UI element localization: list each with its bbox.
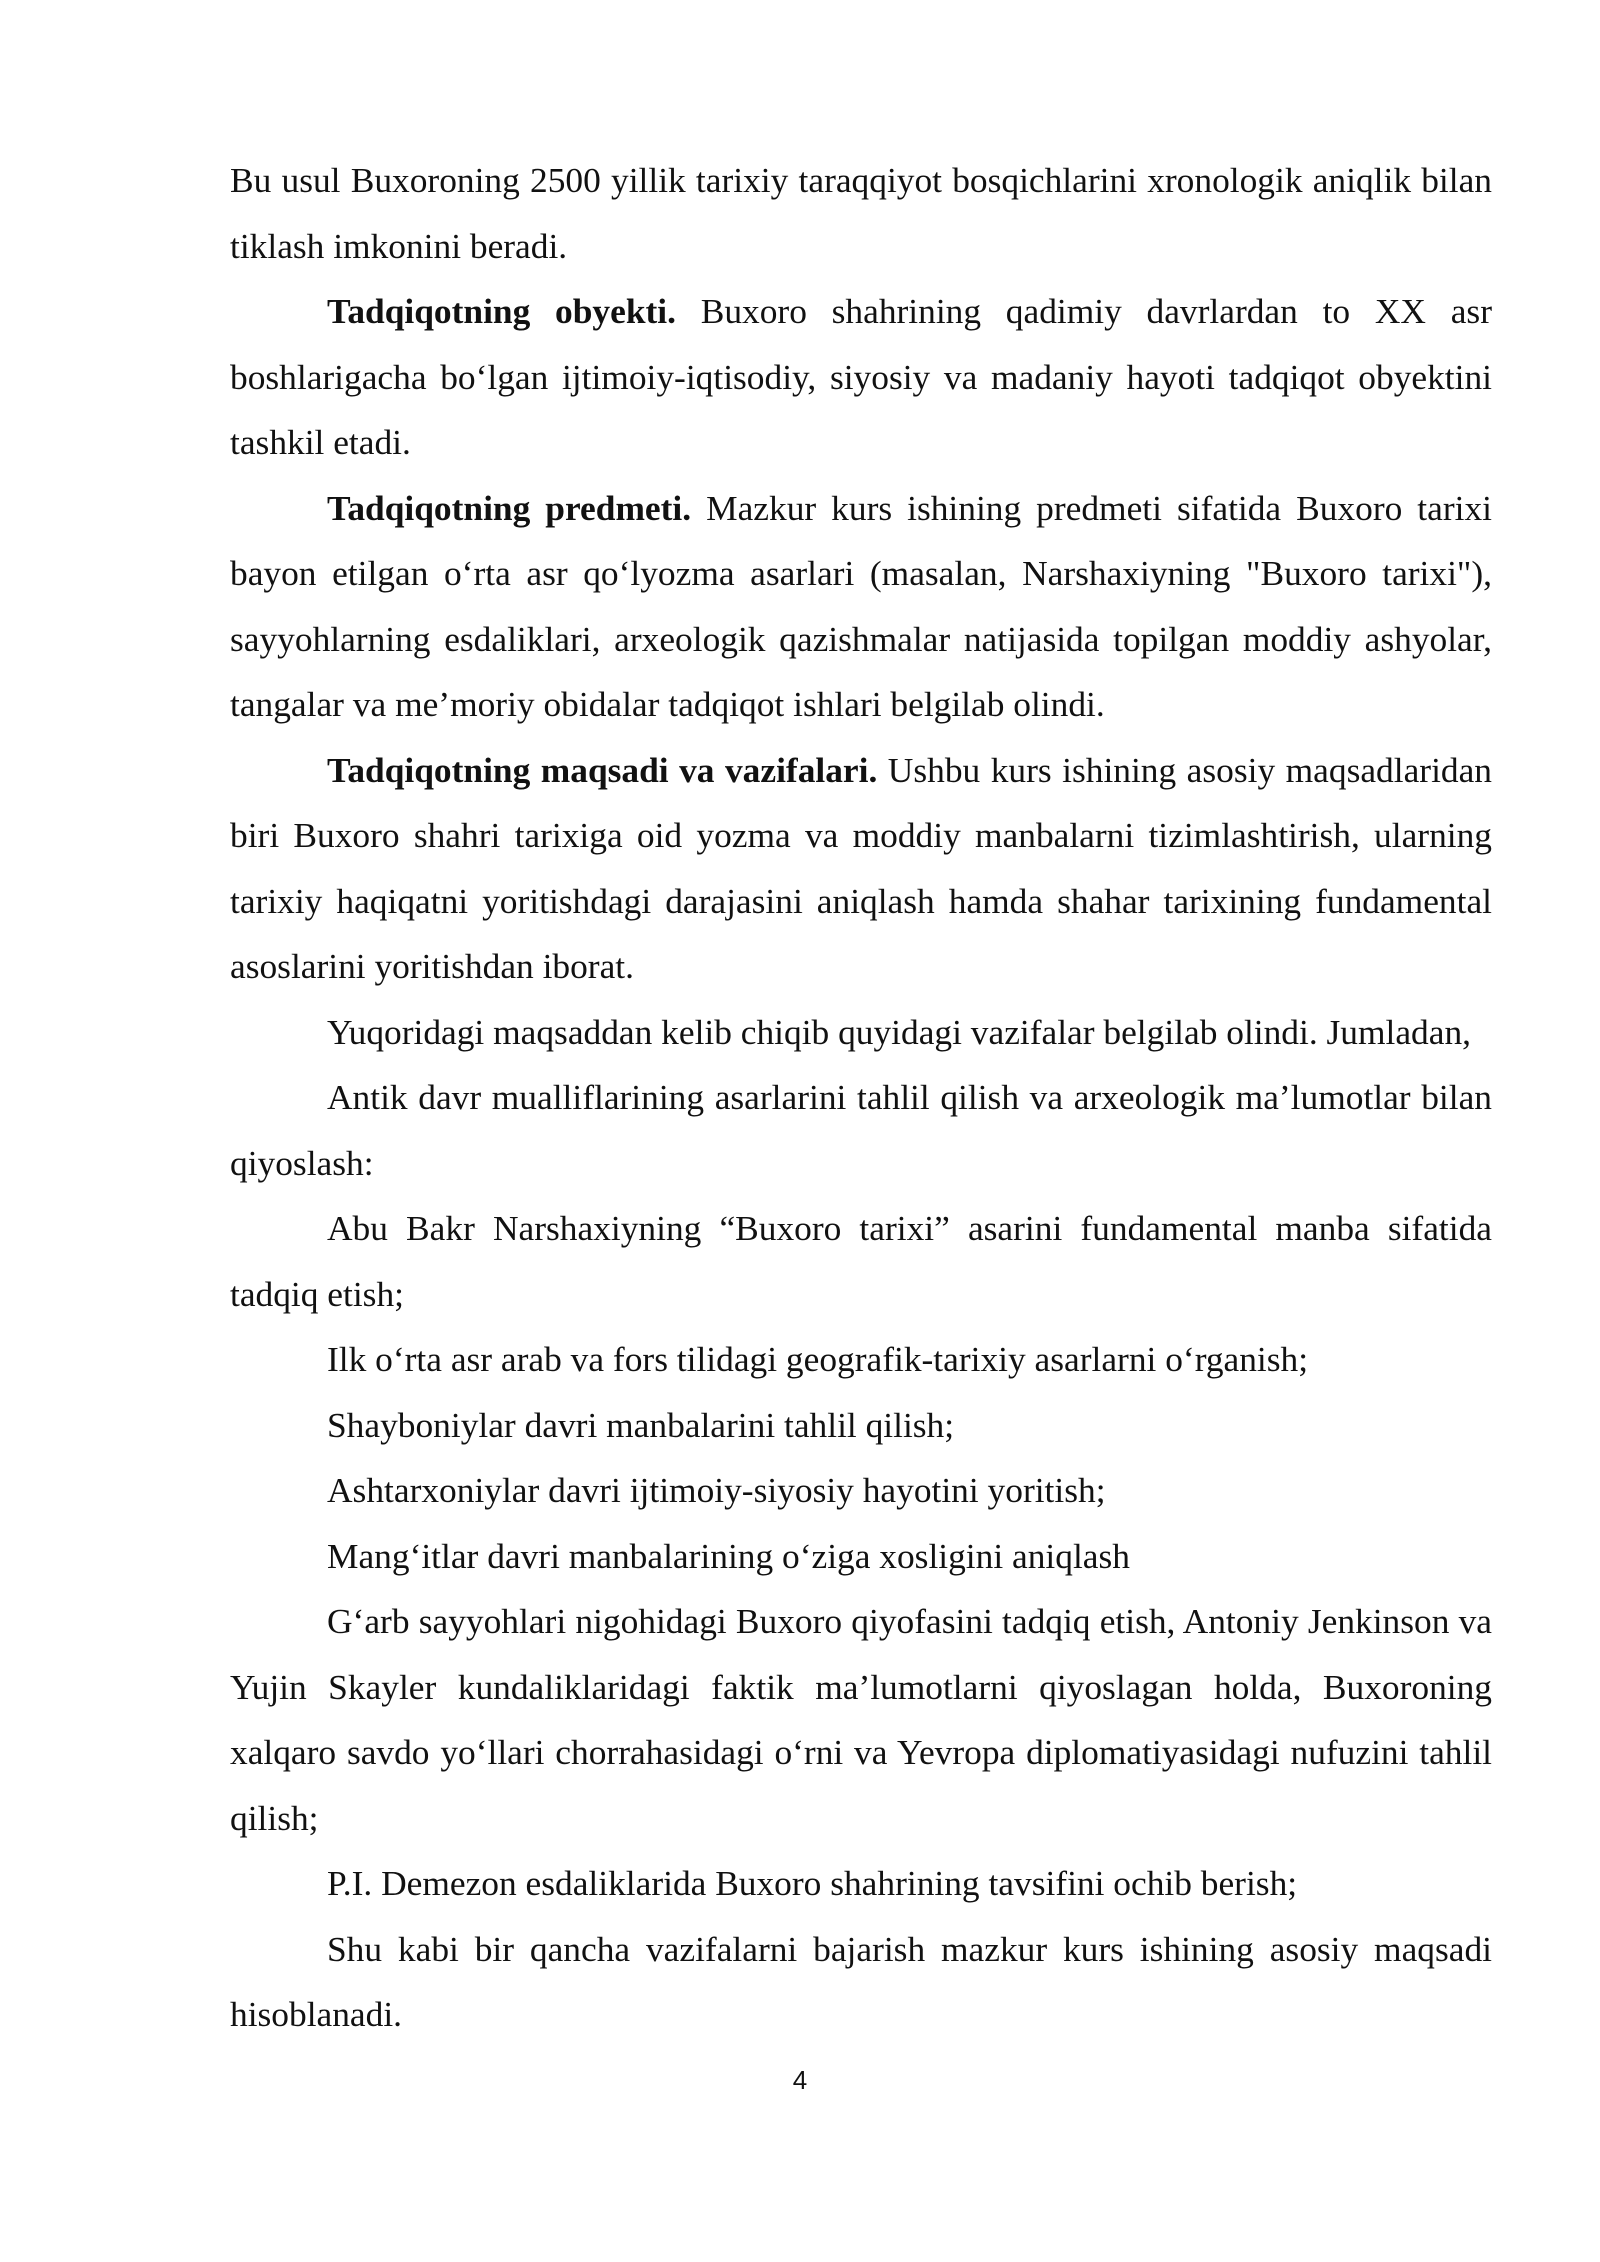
paragraph-conclusion: Shu kabi bir qancha vazifalarni bajarish mazkur kurs ishining asosiy maqsadi hisoblanadi. [230, 1928, 1492, 2034]
document-page [230, 148, 1492, 2048]
paragraph-research-goals [230, 738, 1492, 1000]
task-item-antique-authors: Antik davr mualliflarining asarlarini tahlil qilish va arxeologik ma’lumotlar bilan qiyoslash: [230, 1077, 1492, 1183]
paragraph-tasks-intro: Yuqoridagi maqsaddan kelib chiqib quyidagi vazifalar belgilab olindi. Jumladan, [327, 1011, 1472, 1052]
text-research-object: Buxoro shahrining qadimiy davrlardan to XX asr boshlarigacha bo‘lgan ijtimoiy-iqtisodiy, siyosiy va madaniy hayoti tadqiqot obyektini tashkil etadi. [230, 291, 1492, 462]
task-item-western-travelers: G‘arb sayyohlari nigohidagi Buxoro qiyofasini tadqiq etish, Antoniy Jenkinson va Yujin Skayler kundaliklaridagi faktik ma’lumotlarni qiyoslagan holda, Buxoroning xalqaro savdo yo‘llari chorrahasidagi o‘rni va Yevropa diplomatiyasidagi nufuzini tahlil qilish; [230, 1601, 1492, 1838]
heading-research-subject: Tadqiqotning predmeti. [327, 487, 692, 528]
paragraph-method-summary: Bu usul Buxoroning 2500 yillik tarixiy taraqqiyot bosqichlarini xronologik aniqlik bilan tiklash imkonini beradi. [230, 160, 1492, 266]
text-research-goals: Ushbu kurs ishining asosiy maqsadlaridan biri Buxoro shahri tarixiga oid yozma va moddiy manbalarni tizimlashtirish, ularning tarixiy haqiqatni yoritishdagi darajasini aniqlash hamda shahar tarixining fundamental asoslarini yoritishdan iborat. [230, 749, 1492, 986]
task-item-demaison: P.I. Demezon esdaliklarida Buxoro shahrining tavsifini ochib berish; [327, 1863, 1298, 1903]
task-item-mangits: Mang‘itlar davri manbalarining o‘ziga xosligini aniqlash [327, 1535, 1130, 1576]
paragraph-research-subject [230, 476, 1492, 738]
page-number: 4 [792, 2065, 808, 2095]
task-item-ashtarkhanids: Ashtarxoniylar davri ijtimoiy-siyosiy hayotini yoritish; [327, 1470, 1106, 1510]
task-item-early-medieval: Ilk o‘rta asr arab va fors tilidagi geografik-tarixiy asarlarni o‘rganish; [327, 1339, 1309, 1379]
heading-research-object: Tadqiqotning obyekti. [327, 291, 676, 331]
text-research-subject: Mazkur kurs ishining predmeti sifatida Buxoro tarixi bayon etilgan o‘rta asr qo‘lyozma asarlari (masalan, Narshaxiyning "Buxoro tarixi"), sayyohlarning esdaliklari, arxeologik qazishmalar natijasida topilgan moddiy ashyolar, tangalar va me’moriy obidalar tadqiqot ishlari belgilab olindi. [230, 487, 1492, 724]
paragraph-research-object [230, 279, 1492, 476]
task-item-narshakhi: Abu Bakr Narshaxiyning “Buxoro tarixi” asarini fundamental manba sifatida tadqiq etish; [230, 1208, 1492, 1314]
heading-research-goals: Tadqiqotning maqsadi va vazifalari. [327, 749, 878, 790]
task-item-shaybanids: Shayboniylar davri manbalarini tahlil qilish; [327, 1404, 955, 1445]
